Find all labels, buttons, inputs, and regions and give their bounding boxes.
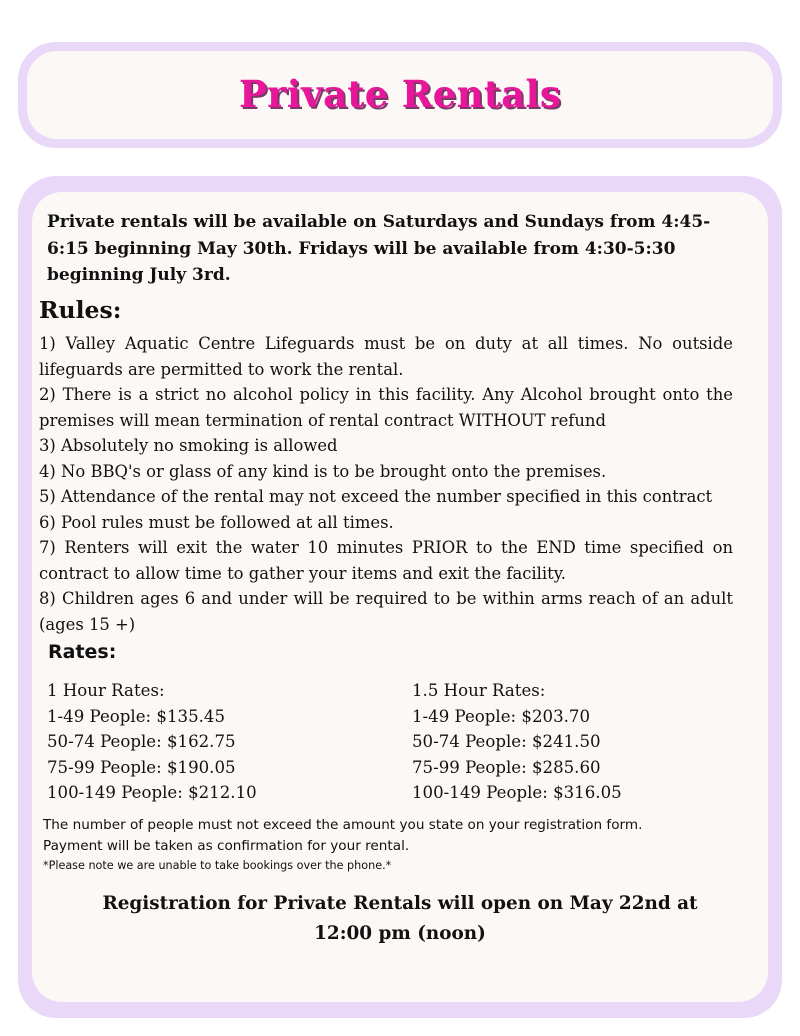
rate-row: 1-49 People: $203.70	[412, 706, 591, 726]
rule-item: 5) Attendance of the rental may not exceed the number specified in this contract	[39, 487, 713, 506]
rate-row: 50-74 People: $162.75	[47, 732, 236, 751]
booking-notes	[43, 815, 763, 875]
rule-item: 2) There is a strict no alcohol policy in this facility. Any Alcohol brought onto the premises will mean termination of rental contract WITHOUT refund	[39, 385, 733, 430]
note-line: The number of people must not exceed the amount you state on your registration form.	[43, 817, 643, 833]
rules-heading: Rules:	[39, 296, 122, 324]
rates-column-heading: 1.5 Hour Rates:	[412, 681, 546, 700]
rate-row: 1-49 People: $135.45	[47, 706, 226, 726]
rate-row: 100-149 People: $316.05	[412, 783, 622, 802]
intro-text: Private rentals will be available on Saturdays and Sundays from 4:45- 6:15 beginning May 30th. Fridays will be available from 4:30-5:30 beginning July 3rd.	[47, 212, 711, 285]
rule-item: 7) Renters will exit the water 10 minutes PRIOR to the END time specified on contract to allow time to gather your items and exit the facility.	[39, 538, 733, 583]
rate-row: 100-149 People: $212.10	[47, 783, 257, 802]
rate-row: 50-74 People: $241.50	[412, 732, 601, 751]
rule-item: 8) Children ages 6 and under will be required to be within arms reach of an adult (ages 15 +)	[39, 589, 733, 634]
note-line: Payment will be taken as confirmation for your rental.	[43, 838, 410, 854]
rate-row: 75-99 People: $285.60	[412, 757, 601, 777]
rules-list	[39, 331, 733, 637]
rate-row: 75-99 People: $190.05	[47, 757, 236, 777]
rule-item: 6) Pool rules must be followed at all times.	[39, 512, 394, 532]
rates-column-heading: 1 Hour Rates:	[47, 681, 165, 700]
rates-column-1-5-hour	[412, 678, 742, 806]
rule-item: 3) Absolutely no smoking is allowed	[39, 436, 338, 455]
page-title: Private Rentals	[239, 72, 561, 116]
registration-notice: Registration for Private Rentals will open on May 22nd at 12:00 pm (noon)	[102, 893, 698, 944]
rule-item: 1) Valley Aquatic Centre Lifeguards must be on duty at all times. No outside lifeguards are permitted to work the rental.	[39, 334, 733, 379]
rule-item: 4) No BBQ's or glass of any kind is to be brought onto the premises.	[39, 461, 607, 481]
phone-note: *Please note we are unable to take bookings over the phone.*	[43, 859, 392, 872]
rates-heading: Rates:	[48, 641, 117, 663]
rates-column-1-hour	[47, 678, 377, 806]
